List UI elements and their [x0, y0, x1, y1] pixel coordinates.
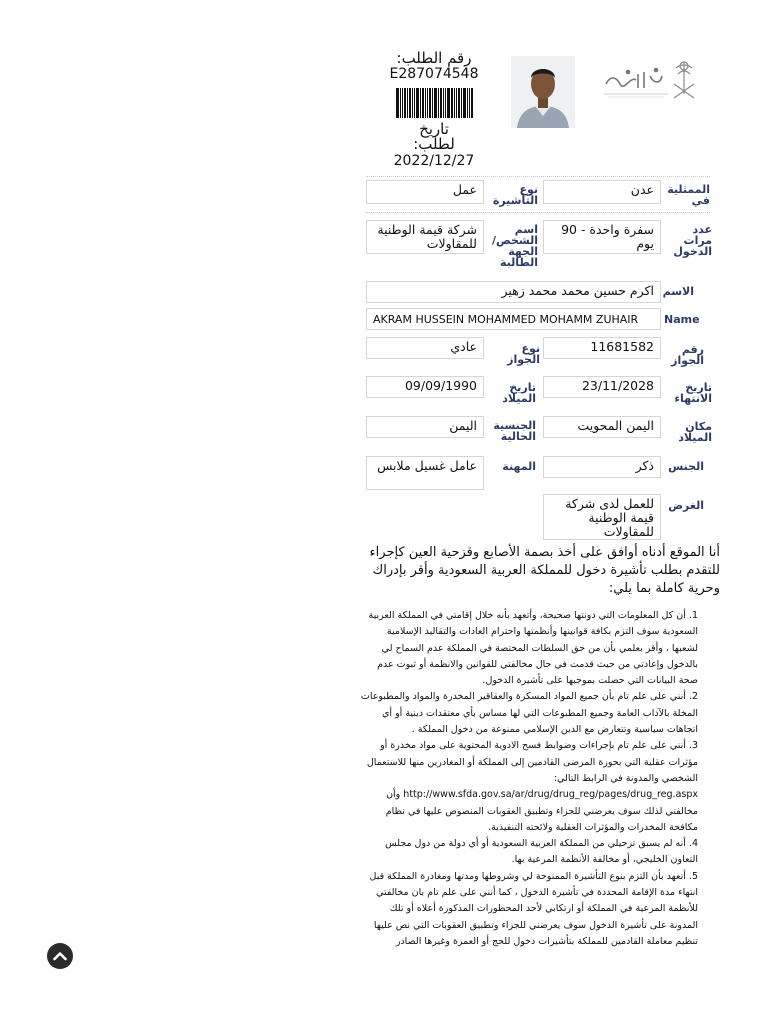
- saudi-mofa-emblem-icon: [598, 54, 706, 106]
- barcode-bar: [461, 88, 462, 118]
- barcode-bar: [429, 88, 431, 118]
- request-date: 2022/12/27: [393, 153, 475, 169]
- ministry-logo: [598, 54, 706, 106]
- barcode-bar: [440, 88, 442, 118]
- nationality-value: اليمن: [366, 416, 484, 438]
- barcode-bar: [451, 88, 453, 118]
- row-divider: [366, 212, 710, 213]
- request-date-label-line1: تاريخ: [419, 120, 449, 138]
- scroll-to-top-button[interactable]: [47, 943, 73, 969]
- barcode-bar: [432, 88, 433, 118]
- barcode-bar: [396, 88, 399, 118]
- term-number: 2.: [688, 691, 698, 703]
- term-number: 5.: [688, 870, 698, 882]
- barcode-bar: [454, 88, 455, 118]
- request-date-label-line2: لطلب:: [413, 135, 455, 153]
- expiry-label: تاريخ الانتهاء: [674, 381, 712, 405]
- name-ar-label: الاسم: [662, 285, 694, 298]
- visa-type-value: عمل: [366, 180, 484, 204]
- declaration-terms: [360, 608, 698, 950]
- term-number: 1.: [688, 610, 698, 621]
- term-item: [360, 738, 698, 836]
- row-divider: [366, 176, 710, 177]
- barcode-bar: [414, 88, 415, 118]
- term-item: [360, 689, 698, 738]
- term-text: أنني على علم تام بإجراءات وضوابط فسح الادوية المحتوية على مواد مخدرة أو مؤثرات عقلية التي بحوزة المرضى القادمين إلى المملكة أو المغادرين منها للاستعمال الشخصي والمدونة في الرابط التالي: http://www.sfda.gov.sa/ar/drug/drug_reg/pages/drug_reg.aspx وأن مخالفتي لذلك سوف يعرضني للجزاء وتطبيق العقوبات المنصوص عليها في نظام مكافحة المخدرات والمؤثرات العقلية ولائحته التنفيذية.: [366, 740, 698, 833]
- request-number: E287074548: [389, 66, 479, 82]
- barcode: [391, 88, 477, 118]
- gender-label: الجنس: [668, 460, 704, 473]
- mission-value: عدن: [543, 180, 661, 204]
- barcode-bar: [434, 88, 437, 118]
- passport-type-value: عادي: [366, 337, 484, 359]
- barcode-bar: [458, 88, 460, 118]
- barcode-bar: [400, 88, 401, 118]
- term-number: 3.: [688, 740, 698, 752]
- expiry-value: 23/11/2028: [543, 376, 661, 398]
- term-text: أن كل المعلومات التي دونتها صحيحة، وأتعهد بأنه خلال إقامتي في المملكة العربية السعودية سوف التزم بكافة قوانينها وأنظمتها واحترام العادات والتقاليد الإسلامية لشعبها ، وأقر بعلمي بأن من حق السلطات المختصة في المملكة عدم السماح لي بالدخول وإعادتي من حيث قدمت في حال مخالفتي للقوانين والانظمة أو ثبوت عدم صحة البيانات التي حصلت بموجبها على تأشيرة الدخول.: [368, 610, 698, 687]
- barcode-bar: [447, 88, 450, 118]
- nationality-label: الجنسية الحالية: [493, 419, 536, 443]
- applicant-photo: [511, 56, 575, 128]
- barcode-bar: [463, 88, 466, 118]
- birth-place-label: مكان الميلاد: [678, 420, 712, 444]
- sponsor-value: شركة قيمة الوطنية للمقاولات: [366, 220, 484, 254]
- barcode-bar: [469, 88, 470, 118]
- barcode-bar: [416, 88, 419, 118]
- declaration-intro: أنا الموقع أدناه أوافق على أخذ بصمة الأصابع وقزحية العين كإجراء للتقدم بطلب تأشيرة دخول للمملكة العربية السعودية وأقر بإدراك وحرية كاملة بما يلي:: [369, 545, 720, 596]
- barcode-bar: [420, 88, 421, 118]
- barcode-bar: [438, 88, 439, 118]
- profession-value: عامل غسيل ملابس: [366, 456, 484, 490]
- barcode-bar: [425, 88, 426, 118]
- passport-number-value: 11681582: [543, 337, 661, 359]
- entries-value: سفرة واحدة - 90 يوم: [543, 220, 661, 254]
- purpose-label: الغرض: [668, 499, 704, 512]
- barcode-bar: [412, 88, 413, 118]
- term-item: [360, 869, 698, 950]
- mission-label: الممثلية في: [667, 183, 710, 207]
- barcode-bar: [445, 88, 446, 118]
- barcode-bar: [467, 88, 468, 118]
- sponsor-label: اسم الشخص/ الجهة الطالبة: [491, 223, 538, 269]
- term-item: [360, 608, 698, 689]
- request-number-label: رقم الطلب:: [396, 49, 472, 67]
- purpose-value: للعمل لدى شركة قيمة الوطنية للمقاولات: [543, 494, 661, 540]
- barcode-bar: [422, 88, 424, 118]
- birth-place-value: اليمن المحويت: [543, 416, 661, 438]
- passport-number-label: رقم الجواز: [671, 343, 704, 367]
- person-portrait-icon: [511, 56, 575, 128]
- barcode-bar: [471, 88, 473, 118]
- barcode-bar: [409, 88, 411, 118]
- term-text: أنني على علم تام بأن جميع المواد المسكرة والعقاقير المخدرة والمواد والمطبوعات المخلة بالآداب العامة وجميع المطبوعات التي لها مساس بأي معتقدات دينية أو أي اتجاهات سياسية وتتعارض مع الدين الإسلامي ممنوعة من دخول المملكة .: [360, 691, 698, 736]
- term-text: أتعهد بأن التزم بنوع التأشيرة الممنوحة لي وشروطها ومدتها ومغادرة المملكة قبل انتهاء مدة الإقامة المحددة في تأشيرة الدخول ، كما أنني على علم تام بان مخالفتي للأنظمة المرعية في المملكة أو ارتكابي لأحد المحظورات المذكورة أعلاه أو تلك المدونة على تأشيرة الدخول سوف يعرضني للجزاء وتطبيق العقوبات التي نص عليها تنظيم معاملة القادمين للمملكة بتأشيرات دخول للحج أو العمرة وغيرها الصادر: [369, 870, 698, 947]
- chevron-up-icon: [53, 951, 67, 961]
- barcode-bar: [407, 88, 408, 118]
- birth-date-value: 09/09/1990: [366, 376, 484, 398]
- gender-value: ذكر: [543, 456, 661, 478]
- term-number: 4.: [688, 838, 698, 850]
- request-info: [382, 50, 486, 170]
- passport-type-label: نوع الجواز: [507, 342, 540, 366]
- barcode-bar: [402, 88, 403, 118]
- entries-label: عدد مرات الدخول: [673, 223, 712, 258]
- term-text: أنه لم يسبق ترحيلي من المملكة العربية السعودية أو أي دولة من دول مجلس التعاون الخليجي، أو مخالفة الأنظمة المرعية بها.: [385, 838, 698, 866]
- name-en-value: AKRAM HUSSEIN MOHAMMED MOHAMM ZUHAIR: [366, 308, 661, 330]
- profession-label: المهنة: [502, 460, 536, 473]
- birth-date-label: تاريخ الميلاد: [502, 381, 536, 405]
- barcode-bar: [456, 88, 457, 118]
- name-ar-value: اكرم حسين محمد محمد زهير: [366, 281, 661, 303]
- term-item: [360, 836, 698, 869]
- name-en-label: Name: [664, 313, 700, 326]
- visa-type-label: نوع التأشيرة: [492, 183, 538, 207]
- barcode-bar: [443, 88, 444, 118]
- barcode-bar: [404, 88, 406, 118]
- barcode-bar: [427, 88, 428, 118]
